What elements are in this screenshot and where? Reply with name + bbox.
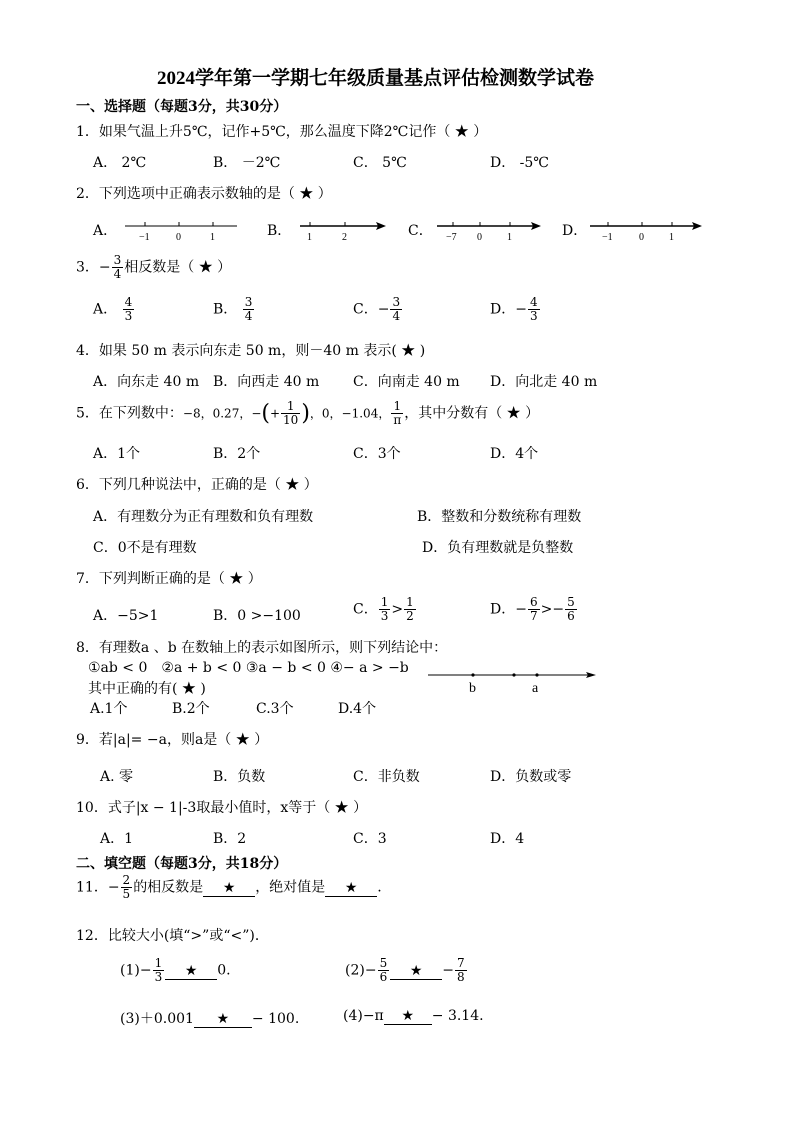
q6-option-a: A．有理数分为正有理数和负有理数 <box>93 509 314 525</box>
q12-part-2: (2)− $\frac{5}{6}$ ★ − $\frac{7}{8}$ <box>345 956 465 984</box>
q8-option-d: D.4个 <box>338 701 377 717</box>
question-10-stem: 10．式子|x − 1|-3取最小值时，x等于（ ★ ） <box>76 800 368 816</box>
question-1-stem: 1．如果气温上升5℃，记作+5℃，那么温度下降2℃记作（ ★ ） <box>76 124 488 140</box>
q10-option-a: A．1 <box>100 831 134 847</box>
section-heading-fill: 二、填空题（每题3分，共18分） <box>76 856 288 872</box>
q12-blank-3[interactable]: ★ <box>194 1011 252 1028</box>
question-8-stem: 8．有理数a 、b 在数轴上的表示如图所示，则下列结论中： <box>76 640 448 656</box>
q9-option-d: D．负数或零 <box>490 769 572 785</box>
question-7-stem: 7．下列判断正确的是（ ★ ） <box>76 571 262 587</box>
tick-label: 0 <box>176 232 181 243</box>
q2-number-line-a <box>125 215 245 243</box>
tick-label: 1 <box>210 232 215 243</box>
tick-label: 0 <box>477 232 482 243</box>
q10-option-b: B．2 <box>213 831 247 847</box>
q7-option-d: D．− $\frac{6}{7}$ >− $\frac{5}{6}$ <box>490 595 575 623</box>
q9-option-a: A. 零 <box>100 769 134 785</box>
q10-option-c: C．3 <box>353 831 387 847</box>
q8-number-line <box>428 664 603 696</box>
q12-blank-2[interactable]: ★ <box>390 963 442 980</box>
question-6-stem: 6．下列几种说法中，正确的是（ ★ ） <box>76 477 318 493</box>
q2-number-line-c <box>437 215 547 243</box>
page-title: 2024学年第一学期七年级质量基点评估检测数学试卷 <box>157 68 595 89</box>
question-2-stem: 2．下列选项中正确表示数轴的是（ ★ ） <box>76 186 332 202</box>
q5-option-c: C．3个 <box>353 446 401 462</box>
q3-suffix: 相反数是（ ★ ） <box>124 259 232 276</box>
q3-option-c: C．− $\frac{3}{4}$ <box>353 295 401 323</box>
tick-label: 0 <box>639 232 644 243</box>
q2-option-c: C． <box>408 223 433 239</box>
tick-label: 1 <box>307 232 312 243</box>
q4-option-d: D．向北走 40 m <box>490 374 598 390</box>
q3-option-d: D．− $\frac{4}{3}$ <box>490 295 538 323</box>
tick-label: 1 <box>669 232 674 243</box>
q12-part-3: (3)＋0.001 ★ − 100. <box>120 1011 300 1027</box>
point-b-label: b <box>469 681 476 696</box>
q1-option-c: C． 5℃ <box>353 155 407 171</box>
q6-option-c: C．0不是有理数 <box>93 540 197 556</box>
tick-label: −1 <box>602 232 613 243</box>
q4-option-c: C．向南走 40 m <box>353 374 460 390</box>
q8-option-a: A.1个 <box>90 701 128 717</box>
question-9-stem: 9．若|a|= −a，则a是（ ★ ） <box>76 732 269 748</box>
section-heading-choice: 一、选择题（每题3分，共30分） <box>76 99 288 115</box>
q9-option-c: C．非负数 <box>353 769 420 785</box>
q7-option-c: C． $\frac{1}{3}$ > $\frac{1}{2}$ <box>353 595 414 623</box>
q10-option-d: D．4 <box>490 831 525 847</box>
question-4-stem: 4．如果 50 m 表示向东走 50 m，则－40 m 表示( ★ ) <box>76 343 426 359</box>
question-11-stem: 11．− $\frac{2}{5}$ 的相反数是 ★ ，绝对值是 ★ . <box>76 873 382 901</box>
q7-option-b: B．0 >−100 <box>213 608 301 624</box>
q3-num: 3 <box>113 253 122 267</box>
q12-blank-4[interactable]: ★ <box>384 1008 432 1025</box>
q5-option-d: D．4个 <box>490 446 539 462</box>
q2-option-d: D． <box>562 223 588 239</box>
q8-option-b: B.2个 <box>172 701 210 717</box>
q8-conditions: ①ab < 0 ②a + b < 0 ③a − b < 0 ④− a > −b <box>88 660 409 676</box>
q6-option-b: B．整数和分数统称有理数 <box>417 509 582 525</box>
q5-option-b: B．2个 <box>213 446 261 462</box>
q8-prompt: 其中正确的有( ★ ) <box>88 681 206 697</box>
q1-option-b: B． －2℃ <box>213 155 281 171</box>
question-5-stem: 5．在下列数中：−8，0.27，−(+ $\frac{1}{10}$ )，0，−1.04， $\frac{1}{\pi}$ ，其中分数有（ ★ ） <box>76 399 540 427</box>
q2-option-a: A． <box>93 223 118 239</box>
q2-option-b: B． <box>267 223 292 239</box>
q1-option-a: A． 2℃ <box>93 155 147 171</box>
q4-option-a: A．向东走 40 m <box>93 374 200 390</box>
q2-number-line-d <box>590 215 705 243</box>
question-3-stem <box>76 254 231 281</box>
tick-label: 1 <box>507 232 512 243</box>
q11-blank-2[interactable]: ★ <box>325 880 377 897</box>
q12-part-4: (4)−π ★ − 3.14. <box>343 1008 484 1024</box>
q6-option-d: D．负有理数就是负整数 <box>422 540 574 556</box>
q9-option-b: B．负数 <box>213 769 266 785</box>
tick-label: −1 <box>139 232 150 243</box>
q3-option-a: A． $\frac{4}{3}$ <box>93 295 133 323</box>
q3-option-b: B． $\frac{3}{4}$ <box>213 295 253 323</box>
q12-blank-1[interactable]: ★ <box>165 963 217 980</box>
q2-number-line-b <box>298 215 390 243</box>
q4-option-b: B．向西走 40 m <box>213 374 320 390</box>
tick-label: −7 <box>446 232 457 243</box>
q12-part-1: (1)− $\frac{1}{3}$ ★ 0. <box>120 956 231 984</box>
q3-prefix: 3．− <box>76 259 111 276</box>
question-12-stem: 12．比较大小(填“>”或“<”)． <box>76 928 269 944</box>
q7-option-a: A．−5>1 <box>93 608 159 624</box>
q3-den: 4 <box>113 267 122 281</box>
q5-option-a: A．1个 <box>93 446 141 462</box>
q11-blank-1[interactable]: ★ <box>203 880 255 897</box>
q8-option-c: C.3个 <box>256 701 294 717</box>
tick-label: 2 <box>342 232 347 243</box>
point-a-label: a <box>532 681 539 696</box>
q1-option-d: D． -5℃ <box>490 155 549 171</box>
